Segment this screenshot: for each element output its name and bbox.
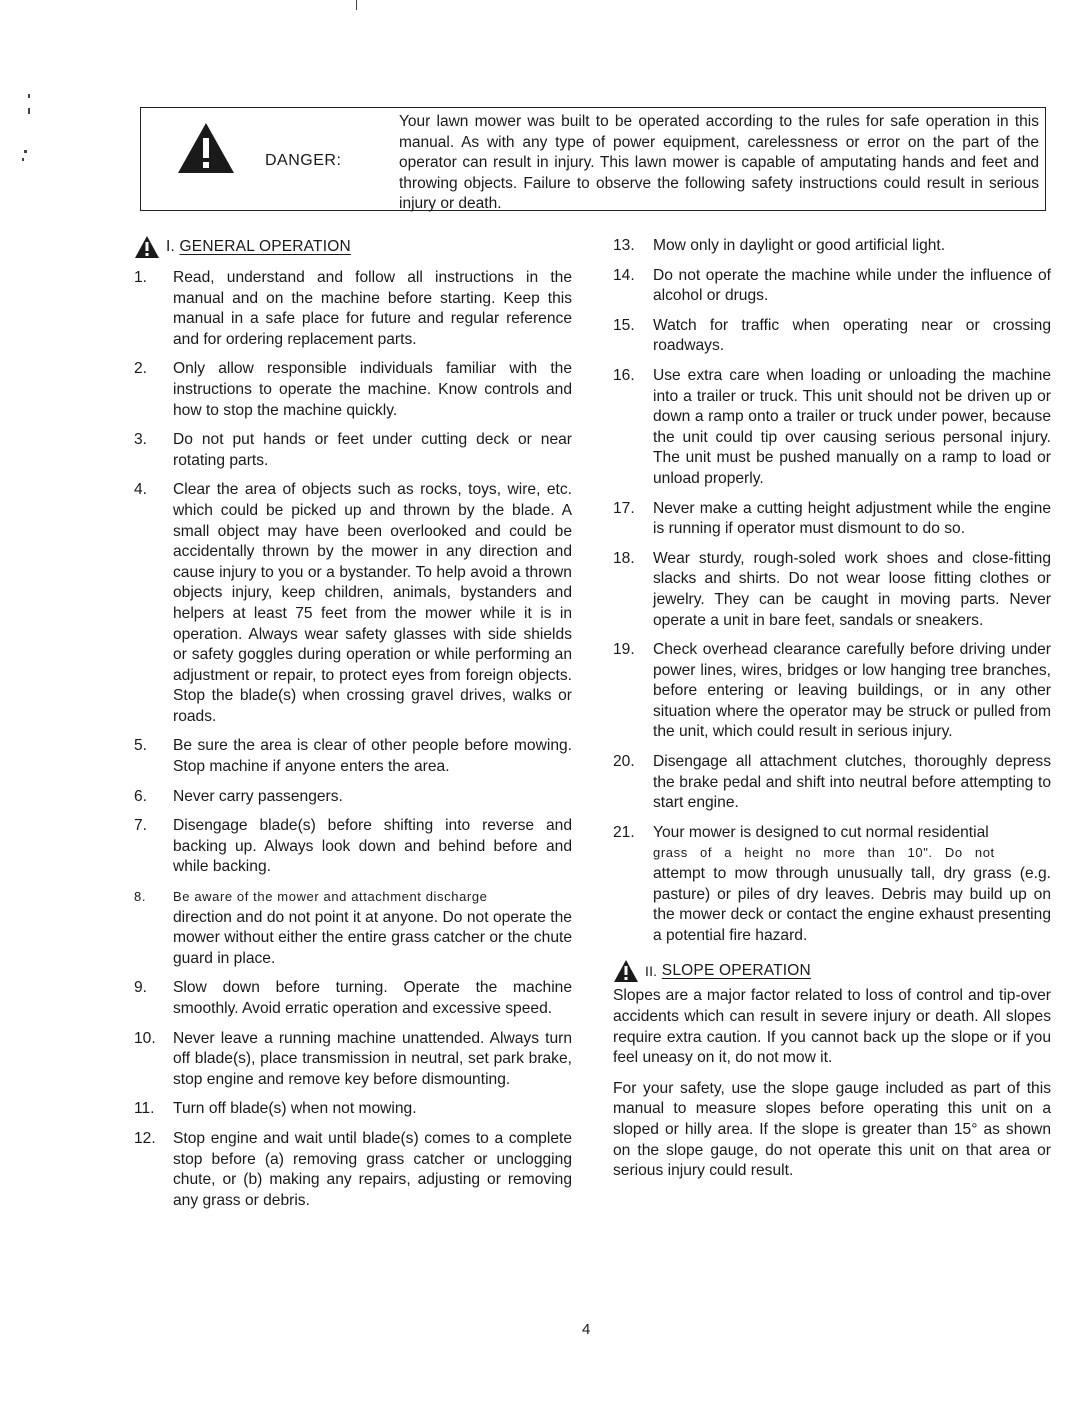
scan-mark bbox=[28, 94, 30, 98]
list-item: 6. Never carry passengers. bbox=[134, 787, 343, 805]
list-item: 14. Do not operate the machine while under the influence of alcohol or drugs. bbox=[613, 266, 1051, 305]
list-item: 17. Never make a cutting height adjustment while the engine is running if operator must dismount to do so. bbox=[613, 499, 1051, 538]
warning-triangle-icon bbox=[177, 122, 235, 174]
left-column bbox=[134, 236, 572, 1220]
slope-paragraph-1: Slopes are a major factor related to loss of control and tip-over accidents which can result in severe injury or death. All slopes require extra caution. If you cannot back up the slope or if you feel uneasy on it, do not mow it. bbox=[613, 987, 1051, 1067]
list-item: 11. Turn off blade(s) when not mowing. bbox=[134, 1100, 417, 1118]
section-title: GENERAL OPERATION bbox=[179, 237, 351, 255]
scan-mark bbox=[356, 0, 357, 10]
scan-mark bbox=[28, 108, 30, 114]
list-item: 21. Your mower is designed to cut normal residential grass of a height no more than 10". Do not attempt to mow through unusually tall, dry grass (e.g. pasture) or piles of dry leaves. Debris may build up on the mower deck or contact the engine exhaust presenting a potential fire hazard. bbox=[613, 823, 1051, 944]
section-general-operation-heading bbox=[134, 236, 572, 258]
general-operation-list-right bbox=[613, 236, 1051, 946]
list-item: 20. Disengage all attachment clutches, thoroughly depress the brake pedal and shift into neutral before attempting to start engine. bbox=[613, 753, 1051, 812]
danger-warning-box bbox=[140, 107, 1046, 211]
list-item: 19. Check overhead clearance carefully before driving under power lines, wires, bridges or low hanging tree branches, before entering or leaving buildings, or in any other situation where the operator may be struck or pulled from the unit, which could result in serious injury. bbox=[613, 641, 1051, 741]
scan-mark bbox=[22, 158, 24, 161]
list-item: 3. Do not put hands or feet under cutting deck or near rotating parts. bbox=[134, 431, 572, 469]
danger-text: Your lawn mower was built to be operated according to the rules for safe operation in this manual. As with any type of power equipment, carelessness or error on the part of the operator can result in injury. This lawn mower is capable of amputating hands and feet and throwing objects. Failure to observe the following safety instructions could result in serious injury or death. bbox=[399, 113, 1039, 213]
list-item: 13. Mow only in daylight or good artificial light. bbox=[613, 237, 946, 254]
warning-triangle-icon bbox=[134, 235, 160, 259]
list-item: 7. Disengage blade(s) before shifting into reverse and backing up. Always look down and behind before and while backing. bbox=[134, 817, 572, 876]
general-operation-list-left bbox=[134, 268, 572, 1211]
warning-triangle-icon bbox=[613, 959, 639, 983]
list-item: 18. Wear sturdy, rough-soled work shoes and close-fitting slacks and shirts. Do not wear loose fitting clothes or jewelry. They can be caught in moving parts. Never operate a unit in bare feet, sandals or sneakers. bbox=[613, 549, 1051, 629]
section-title: SLOPE OPERATION bbox=[661, 962, 811, 980]
list-item: 10. Never leave a running machine unattended. Always turn off blade(s), place transmission in neutral, set park brake, stop engine and remove key before dismounting. bbox=[134, 1029, 572, 1088]
list-item: 2. Only allow responsible individuals familiar with the instructions to operate the machine. Know controls and how to stop the machine quickly. bbox=[134, 360, 572, 419]
list-item: 8. Be aware of the mower and attachment discharge direction and do not point it at anyone. Do not operate the mower without either the entire grass catcher or the chute guard in place. bbox=[134, 889, 572, 967]
page-number: 4 bbox=[582, 1321, 591, 1338]
danger-label: DANGER: bbox=[265, 152, 342, 169]
list-item: 4. Clear the area of objects such as rocks, toys, wire, etc. which could be picked up and thrown by the blade. A small object may have been overlooked and could be accidentally thrown by the mower in any direction and cause injury to you or a bystander. To help avoid a thrown objects injury, keep children, animals, bystanders and helpers at least 75 feet from the mower while it is in operation. Always wear safety glasses with side shields or safety goggles during operation or while performing an adjustment or repair, to protect eyes from foreign objects. Stop the blade(s) when crossing gravel drives, walks or roads. bbox=[134, 481, 572, 725]
list-item: 12. Stop engine and wait until blade(s) comes to a complete stop before (a) removing grass catcher or unclogging chute, or (b) making any repairs, adjusting or removing any grass or debris. bbox=[134, 1129, 572, 1209]
section-slope-operation-heading bbox=[613, 960, 1051, 982]
right-column bbox=[613, 236, 1051, 1192]
slope-paragraph-2: For your safety, use the slope gauge included as part of this manual to measure slopes before operating this unit on a sloped or hilly area. If the slope is greater than 15° as shown on the slope gauge, do not operate this unit on that area or serious injury could result. bbox=[613, 1079, 1051, 1180]
list-item: 16. Use extra care when loading or unloading the machine into a trailer or truck. This unit should not be driven up or down a ramp onto a trailer or truck under power, because the unit could tip over causing serious personal injury. The unit must be pushed manually on a ramp to load or unload properly. bbox=[613, 366, 1051, 487]
section-prefix: I. bbox=[166, 237, 176, 255]
list-item: 15. Watch for traffic when operating near or crossing roadways. bbox=[613, 316, 1051, 355]
scan-mark bbox=[24, 150, 27, 153]
section-prefix: II. bbox=[645, 963, 658, 980]
list-item: 5. Be sure the area is clear of other people before mowing. Stop machine if anyone enters the area. bbox=[134, 737, 572, 776]
list-item: 1. Read, understand and follow all instructions in the manual and on the machine before starting. Keep this manual in a safe place for future and regular reference and for ordering replacement parts. bbox=[134, 269, 572, 348]
list-item: 9. Slow down before turning. Operate the machine smoothly. Avoid erratic operation and excessive speed. bbox=[134, 979, 572, 1017]
